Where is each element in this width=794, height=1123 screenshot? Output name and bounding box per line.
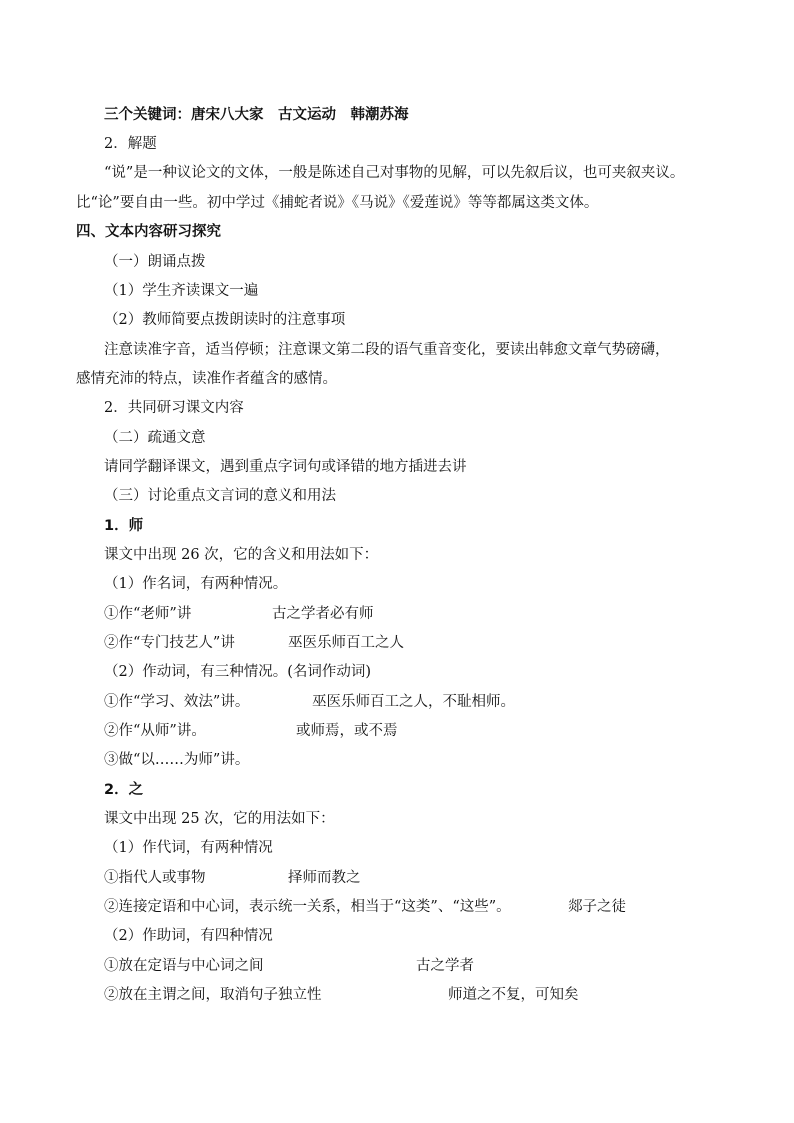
study-heading: 2．共同研习课文内容 [104,400,244,416]
reading-paragraph-line1: 注意读准字音，适当停顿；注意课文第二段的语气重音变化，要读出韩愈文章气势磅礴， [104,342,670,358]
shi-verb-1-example: 巫医乐师百工之人，不耻相师。 [312,694,515,710]
word-shi-title: 1．师 [104,518,144,534]
reading-item-2: （2）教师简要点拨朗读时的注意事项 [104,312,346,328]
zhi-pronoun-1-label: ①指代人或事物 [104,870,206,886]
word-zhi-title: 2．之 [104,782,144,798]
zhi-aux-1-example: 古之学者 [416,958,474,974]
zhi-pronoun-1-example: 择师而教之 [288,870,361,886]
zhi-aux-2-label: ②放在主谓之间，取消句子独立性 [104,987,322,1003]
reading-heading: （一）朗诵点拨 [104,254,206,270]
keywords-line: 三个关键词：唐宋八大家 古文运动 韩潮苏海 [104,107,409,123]
jieti-paragraph-line1: “说”是一种议论文的文体，一般是陈述自己对事物的见解，可以先叙后议，也可夹叙夹议。 [104,165,685,181]
jieti-paragraph-line2: 比“论”要自由一些。初中学过《捕蛇者说》《马说》《爱莲说》等等都属这类文体。 [76,195,599,211]
shi-noun-2-example: 巫医乐师百工之人 [288,635,404,651]
jieti-heading: 2．解题 [104,136,157,152]
zhi-pronoun-2-label: ②连接定语和中心词，表示统一关系，相当于“这类”、“这些”。 [104,899,511,915]
zhi-aux-heading: （2）作助词，有四种情况 [104,928,273,944]
translation-heading: （二）疏通文意 [104,430,206,446]
shi-verb-heading: （2）作动词，有三种情况。(名词作动词) [104,664,372,680]
zhi-aux-2-example: 师道之不复，可知矣 [448,987,579,1003]
translation-text: 请同学翻译课文，遇到重点字词句或译错的地方插进去讲 [104,459,467,475]
word-shi-intro: 课文中出现 26 次，它的含义和用法如下： [104,547,379,563]
shi-verb-2-example: 或师焉，或不焉 [296,723,398,739]
shi-verb-1-label: ①作“学习、效法”讲。 [104,694,250,710]
shi-noun-heading: （1）作名词，有两种情况。 [104,576,288,592]
shi-verb-3-label: ③做“以……为师”讲。 [104,752,250,768]
reading-item-1: （1）学生齐读课文一遍 [104,283,259,299]
section4-title: 四、文本内容研习探究 [76,224,221,240]
shi-noun-1-label: ①作“老师”讲 [104,606,192,622]
word-zhi-intro: 课文中出现 25 次，它的用法如下： [104,811,335,827]
zhi-pronoun-heading: （1）作代词，有两种情况 [104,840,273,856]
zhi-pronoun-2-example: 郯子之徒 [568,899,626,915]
shi-noun-1-example: 古之学者必有师 [272,606,374,622]
reading-paragraph-line2: 感情充沛的特点，读准作者蕴含的感情。 [76,371,337,387]
zhi-aux-1-label: ①放在定语与中心词之间 [104,958,264,974]
shi-verb-2-label: ②作“从师”讲。 [104,723,206,739]
shi-noun-2-label: ②作“专门技艺人”讲 [104,635,235,651]
keywords-discussion-heading: （三）讨论重点文言词的意义和用法 [104,488,336,504]
